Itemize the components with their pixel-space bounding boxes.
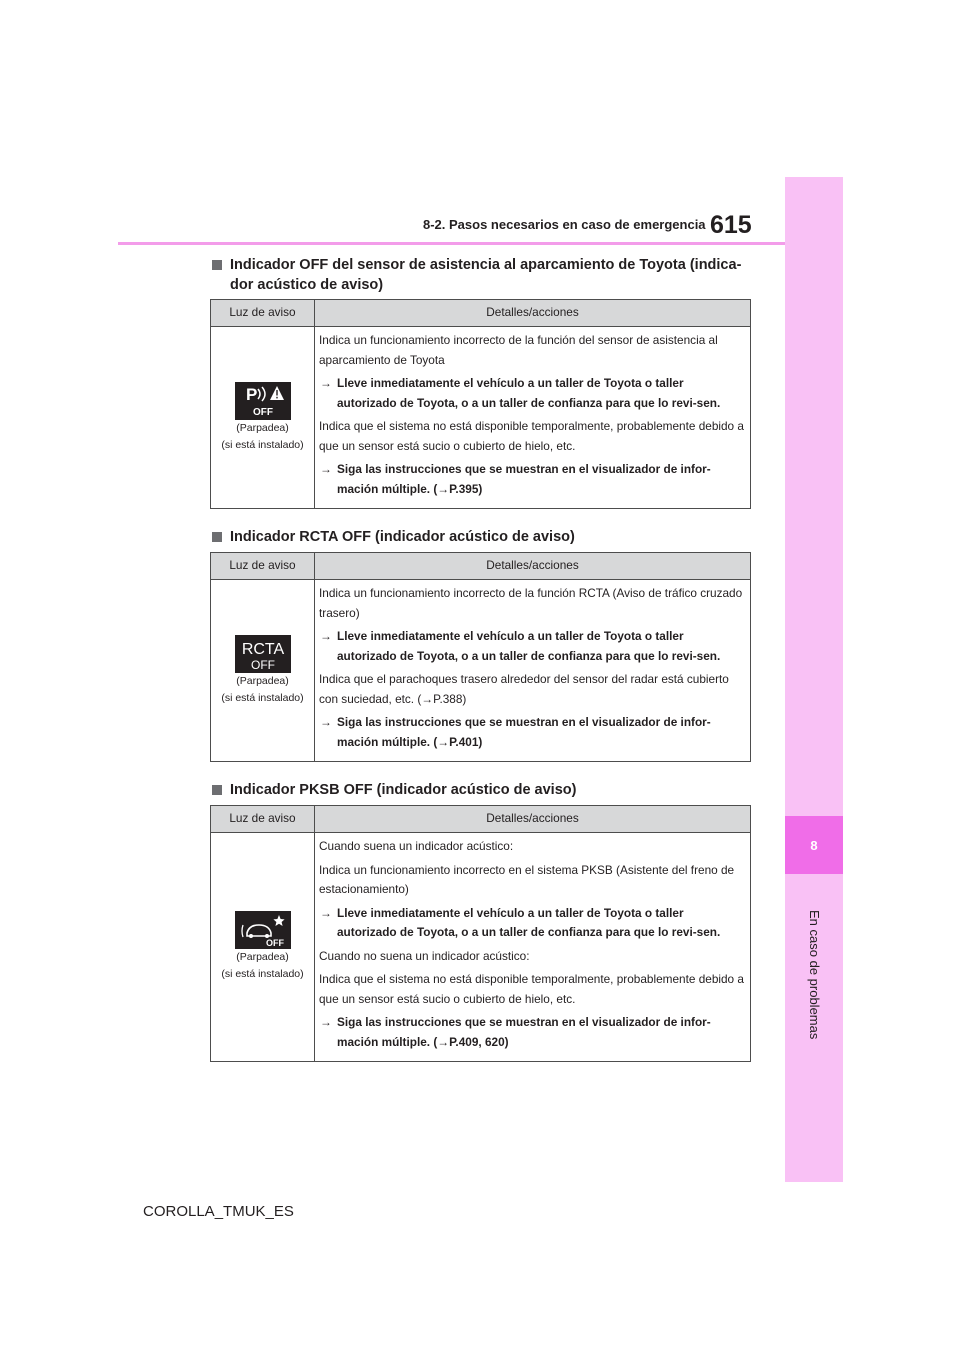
warning-table-rcta [210, 552, 751, 762]
header-details: Detalles/acciones [315, 300, 751, 327]
section-header: 8-2. Pasos necesarios en caso de emergencia [423, 217, 706, 232]
chapter-number: 8 [785, 816, 843, 874]
description-text: Indica un funcionamiento incorrecto de la función del sensor de asistencia al aparcamiento de Toyota [319, 333, 718, 367]
header-light: Luz de aviso [211, 300, 315, 327]
action-item: → Lleve inmediatamente el vehículo a un taller de Toyota o taller autorizado de Toyota, o a un taller de confianza para que lo revi-sen. [320, 905, 721, 939]
action-item: → Siga las instrucciones que se muestran en el visualizador de infor-mación múltiple. (→P.401) [320, 715, 711, 749]
action-item: → Lleve inmediatamente el vehículo a un taller de Toyota o taller autorizado de Toyota, o a un taller de confianza para que lo revi-sen. [320, 376, 721, 410]
condition-text: Cuando no suena un indicador acústico: [319, 948, 530, 963]
condition-text: Cuando suena un indicador acústico: [319, 839, 514, 853]
icon-caption-optional: (si está instalado) [221, 691, 304, 704]
svg-text:OFF: OFF [265, 938, 284, 948]
action-item: → Siga las instrucciones que se muestran en el visualizador de infor-mación múltiple. (→P.395) [320, 462, 711, 496]
description-text: Indica un funcionamiento incorrecto de la función RCTA (Aviso de tráfico cruzado trasero) [319, 586, 743, 620]
light-cell [211, 833, 315, 1062]
table-header-row [211, 300, 751, 327]
description-text: Indica que el sistema no está disponible temporalmente, probablemente debido a que un sensor está sucio o cubierto de hielo, etc. [319, 419, 744, 453]
header-light: Luz de aviso [211, 553, 315, 580]
footer-model-code: COROLLA_TMUK_ES [143, 1203, 294, 1220]
table-row [211, 580, 751, 762]
arrow-icon: → [320, 462, 332, 476]
warning-table-parking-sensor [210, 299, 751, 509]
square-bullet-icon [212, 260, 222, 270]
icon-caption-blink: (Parpadea) [236, 674, 289, 687]
header-details: Detalles/acciones [315, 553, 751, 580]
icon-caption-optional: (si está instalado) [221, 968, 304, 980]
rcta-icon-bottom-label: OFF [250, 657, 275, 672]
rcta-off-icon [235, 635, 291, 673]
arrow-icon: → [320, 715, 332, 729]
warning-table-pksb [210, 805, 751, 1062]
svg-text:P: P [245, 384, 257, 404]
icon-caption-blink: (Parpadea) [236, 421, 289, 434]
table-header-row [211, 553, 751, 580]
arrow-icon: → [320, 1015, 332, 1029]
details-cell [315, 833, 751, 1062]
description-text: Indica que el parachoques trasero alrededor del sensor del radar está cubierto con suciedad, etc. (→P.388) [319, 672, 729, 706]
table-header-row [211, 806, 751, 833]
table-row [211, 327, 751, 509]
chapter-side-tab [785, 177, 843, 1182]
parking-sensor-off-icon [235, 382, 291, 420]
section-title-rcta: Indicador RCTA OFF (indicador acústico de aviso) [212, 527, 752, 547]
icon-caption-optional: (si está instalado) [221, 438, 304, 451]
details-cell [315, 327, 751, 509]
arrow-icon: → [320, 376, 332, 390]
header-light: Luz de aviso [211, 806, 315, 833]
square-bullet-icon [212, 785, 222, 795]
table-row [211, 833, 751, 1062]
pksb-off-icon [235, 911, 291, 949]
arrow-icon: → [320, 905, 332, 920]
action-item: → Lleve inmediatamente el vehículo a un taller de Toyota o taller autorizado de Toyota, o a un taller de confianza para que lo revi-sen. [320, 629, 721, 663]
description-text: Indica un funcionamiento incorrecto en el sistema PKSB (Asistente del freno de estacionamiento) [319, 862, 735, 896]
header-rule [118, 242, 785, 245]
page-number: 615 [710, 211, 752, 239]
chapter-title: En caso de problemas [807, 910, 822, 1040]
rcta-icon-top-label: RCTA [241, 640, 284, 658]
action-item: → Siga las instrucciones que se muestran en el visualizador de infor-mación múltiple. (→P.409, 620) [320, 1015, 711, 1049]
icon-caption-blink: (Parpadea) [236, 951, 289, 963]
section-title-pksb: Indicador PKSB OFF (indicador acústico de aviso) [212, 780, 752, 800]
light-cell [211, 327, 315, 509]
details-cell [315, 580, 751, 762]
svg-text:OFF: OFF [252, 406, 273, 418]
arrow-icon: → [320, 629, 332, 643]
header-details: Detalles/acciones [315, 806, 751, 833]
light-cell [211, 580, 315, 762]
square-bullet-icon [212, 532, 222, 542]
description-text: Indica que el sistema no está disponible temporalmente, probablemente debido a que un sensor está sucio o cubierto de hielo, etc. [319, 972, 744, 1006]
section-title-parking-sensor: Indicador OFF del sensor de asistencia al aparcamiento de Toyota (indica-dor acústico de aviso) [212, 255, 752, 295]
